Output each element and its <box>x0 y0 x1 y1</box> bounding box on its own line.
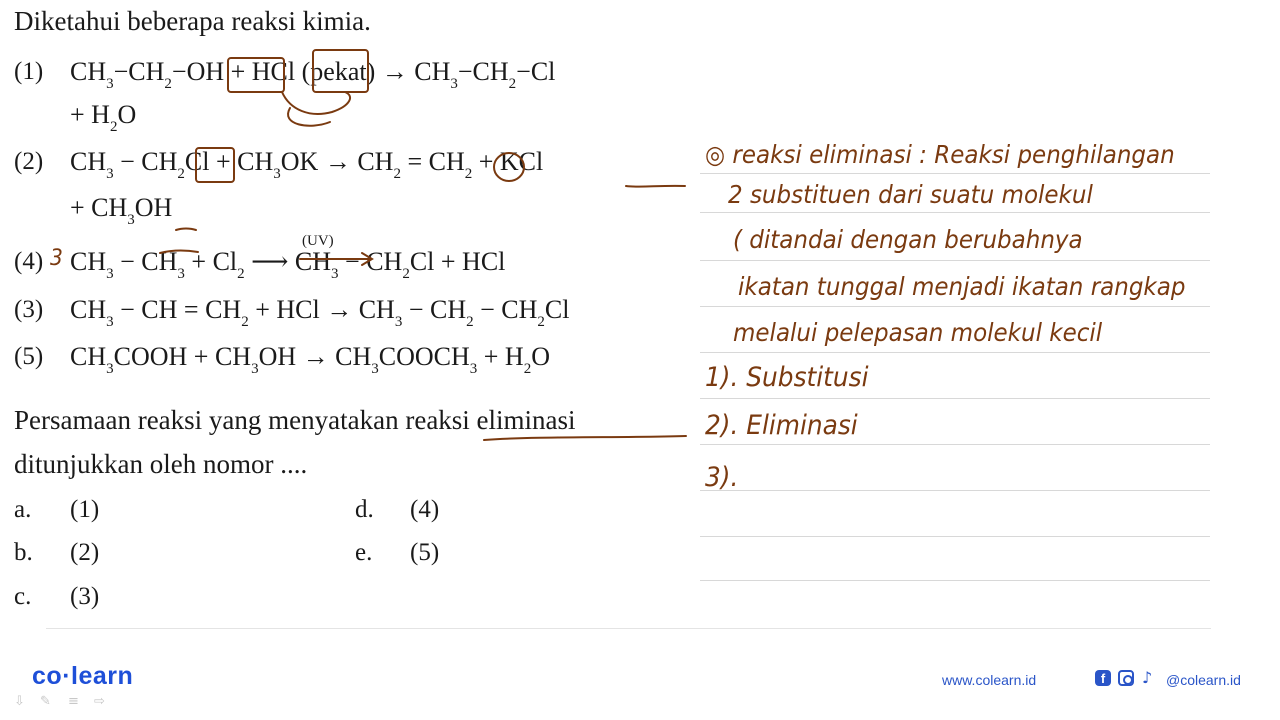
eq0-line1-text: −Cl <box>516 57 556 86</box>
eq3-line1-text: Cl <box>544 295 570 324</box>
eq3-line1-text: − CH = CH <box>113 295 242 324</box>
eq1-line1-text: − CH <box>113 147 178 176</box>
reaction-5-number: (5) <box>14 343 44 370</box>
option-d-letter: d. <box>355 496 374 523</box>
eq1-line1-text: CH <box>70 147 107 176</box>
menu-icon[interactable]: ≡ <box>68 694 79 709</box>
facebook-icon[interactable]: f <box>1095 670 1111 686</box>
swap-loop-mark <box>288 108 330 126</box>
eq1-line2-text: OH <box>134 193 173 222</box>
pointer-icon[interactable]: ⇩ <box>14 694 25 709</box>
reaction-4-number: (4) <box>14 248 44 275</box>
note-answer-2: 2). Eliminasi <box>705 410 858 441</box>
eq4-line1-text: COOH + CH <box>113 342 252 371</box>
option-e-value[interactable]: (5) <box>410 539 440 566</box>
option-c-value[interactable]: (3) <box>70 583 100 610</box>
eq3-line1-subscript: 2 <box>241 314 249 330</box>
eq2-line1-text: − CH <box>113 247 178 276</box>
eq3-line1-text: CH <box>70 295 107 324</box>
eq0-line1-subscript: 2 <box>508 76 517 92</box>
reaction-4-arrow-label: (UV) <box>302 233 334 249</box>
reaction-2-number: (2) <box>14 148 44 175</box>
eq2-line1-subscript: 3 <box>177 266 185 282</box>
reaction-3-number: (3) <box>14 296 44 323</box>
eq1-line1-text: = CH <box>400 147 465 176</box>
eq1-line1-subscript: 3 <box>106 166 114 182</box>
option-a-letter: a. <box>14 496 32 523</box>
question-prompt-line1: Persamaan reaksi yang menyatakan reaksi eliminasi <box>14 405 576 435</box>
note-line-2: 2 substituen dari suatu molekul <box>728 180 1093 209</box>
note-line-4: ikatan tunggal menjadi ikatan rangkap <box>738 272 1186 301</box>
note-line-1: ◎ reaksi eliminasi : Reaksi penghilangan <box>705 140 1175 169</box>
eq4-line1-subscript: 3 <box>371 361 379 377</box>
eq1-line1-text: OK → CH <box>280 147 394 176</box>
eq2-line1-subscript: 2 <box>237 266 245 282</box>
eq4-line1-subscript: 2 <box>523 361 532 377</box>
pen-icon[interactable]: ✎ <box>40 694 51 709</box>
forward-icon[interactable]: ⇨ <box>94 694 105 709</box>
intro-text: Diketahui beberapa reaksi kimia. <box>14 6 371 36</box>
eq0-line1-subscript: 3 <box>450 76 458 92</box>
eq4-line1-text: O <box>531 342 550 371</box>
social-handle[interactable]: @colearn.id <box>1166 672 1241 688</box>
eq4-line1-subscript: 3 <box>251 361 259 377</box>
option-d-value[interactable]: (4) <box>410 496 440 523</box>
eq0-line1-subscript: 2 <box>164 76 172 92</box>
h-bar-mark <box>160 251 198 253</box>
eq2-line1-text: Cl + HCl <box>409 247 506 276</box>
eq1-line2-subscript: 3 <box>127 212 135 228</box>
eq3-line1-text: − CH <box>402 295 467 324</box>
eq2-line1-subscript: 3 <box>331 266 339 282</box>
eq1-line1-subscript: 2 <box>393 166 401 182</box>
eq4-line1-text: OH → CH <box>258 342 372 371</box>
eq3-line1-subscript: 3 <box>106 314 114 330</box>
logo-dot: · <box>62 662 72 690</box>
eq3-line1-subscript: 2 <box>466 314 474 330</box>
arrow-mark <box>300 253 372 265</box>
eq3-line1-subscript: 3 <box>394 314 403 330</box>
eq3-line1-text: − CH <box>473 295 538 324</box>
circle-oh-mark <box>228 58 284 92</box>
eq2-line1-subscript: 2 <box>402 266 410 282</box>
note-answer-1: 1). Substitusi <box>705 362 869 393</box>
tiktok-icon[interactable]: ♪ <box>1142 668 1153 687</box>
eq2-line1-text: − CH <box>338 247 403 276</box>
bond-arc-mark <box>282 92 350 114</box>
underline-kcl-mark <box>626 186 685 187</box>
h-tick-mark <box>176 229 196 231</box>
note-line-3: ( ditandai dengan berubahnya <box>733 225 1083 254</box>
circle-cl-mark <box>313 50 368 92</box>
circle-cl2-mark <box>196 148 234 182</box>
option-b-letter: b. <box>14 539 33 566</box>
eq2-line1-text: CH <box>70 247 107 276</box>
underline-eliminasi-mark <box>484 436 686 440</box>
reaction-1-number: (1) <box>14 58 44 85</box>
eq4-line1-text: CH <box>70 342 107 371</box>
eq1-line1-subscript: 2 <box>177 166 185 182</box>
option-b-value[interactable]: (2) <box>70 539 100 566</box>
eq1-line1-subscript: 2 <box>464 166 473 182</box>
eq1-line1-text: + KCl <box>472 147 544 176</box>
option-e-letter: e. <box>355 539 373 566</box>
logo-text-co: co <box>32 662 63 690</box>
eq3-line1-text: + HCl → CH <box>248 295 395 324</box>
reaction-4-handwritten-number: 3 <box>50 246 63 271</box>
eq1-line1-text: Cl + CH <box>184 147 274 176</box>
eq1-line2-text: + CH <box>70 193 128 222</box>
option-a-value[interactable]: (1) <box>70 496 100 523</box>
eq0-line1-text: CH <box>70 57 107 86</box>
eq4-line1-subscript: 3 <box>106 361 114 377</box>
eq3-line1-subscript: 2 <box>537 314 545 330</box>
colearn-logo[interactable] <box>32 662 133 691</box>
instagram-icon[interactable] <box>1118 670 1134 686</box>
eq0-line2-text: + H <box>70 100 110 129</box>
eq0-line1-text: −CH <box>113 57 165 86</box>
eq2-line1-text: + Cl <box>184 247 238 276</box>
eq0-line1-text: −OH + HCl (pekat) → CH <box>171 57 451 86</box>
website-link[interactable]: www.colearn.id <box>942 672 1037 688</box>
eq1-line1-subscript: 3 <box>273 166 281 182</box>
eq4-line1-text: + H <box>477 342 524 371</box>
eq2-line1-text: ⟶ CH <box>244 247 332 276</box>
eq0-line2-subscript: 2 <box>109 119 118 135</box>
circle-double-bond-mark <box>494 153 524 181</box>
eq4-line1-text: COOCH <box>378 342 470 371</box>
question-prompt-line2: ditunjukkan oleh nomor .... <box>14 449 308 479</box>
eq2-line1-subscript: 3 <box>106 266 114 282</box>
note-answer-3: 3). <box>705 462 739 493</box>
option-c-letter: c. <box>14 583 32 610</box>
logo-text-learn: learn <box>71 662 134 690</box>
eq0-line1-text: −CH <box>457 57 509 86</box>
eq4-line1-subscript: 3 <box>469 361 478 377</box>
note-line-5: melalui pelepasan molekul kecil <box>733 318 1103 347</box>
eq0-line2-text: O <box>117 100 137 129</box>
eq0-line1-subscript: 3 <box>106 76 114 92</box>
